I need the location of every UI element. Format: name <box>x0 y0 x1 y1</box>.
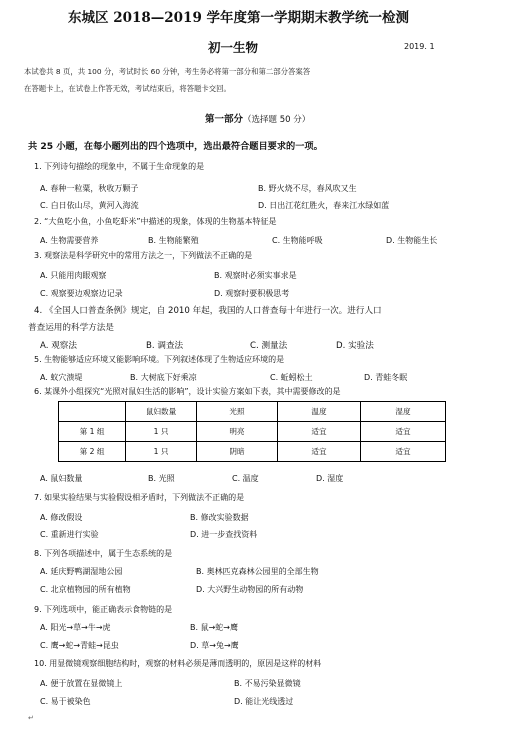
option-c: C. 白日依山尽，黄河入海流 <box>40 201 139 210</box>
question-stem: 6. 某课外小组探究“光照对鼠妇生活的影响”，设计实验方案如下表，其中需要修改的是 <box>34 387 341 396</box>
question-stem: 3. 观察法是科学研究中的常用方法之一，下列做法不正确的是 <box>34 251 253 260</box>
option-a: A. 蚁穴溃堤 <box>40 373 83 382</box>
exam-date: 2019. 1 <box>404 42 435 51</box>
question-stem: 2. “大鱼吃小鱼，小鱼吃虾米”中描述的现象，体现的生物基本特征是 <box>34 217 277 226</box>
option-b: B. 不易污染显微镜 <box>234 679 301 688</box>
option-d: D. 能让光线透过 <box>234 697 294 706</box>
option-c: C. 蚯蚓松土 <box>270 373 313 382</box>
option-b: B. 调查法 <box>146 341 184 351</box>
table-cell: 适宜 <box>361 422 446 442</box>
option-d: D. 大兴野生动物园的所有动物 <box>196 585 304 594</box>
table-cell: 适宜 <box>278 422 361 442</box>
exam-title: 东城区 2018—2019 学年度第一学期期末教学统一检测 <box>68 10 410 26</box>
option-b: B. 生物能繁殖 <box>148 236 199 245</box>
option-d: D. 实验法 <box>336 341 374 351</box>
option-d: D. 湿度 <box>316 474 344 483</box>
option-c: C. 观察要边观察边记录 <box>40 289 123 298</box>
table-row <box>59 442 446 462</box>
question-stem-continued: 普查运用的科学方法是 <box>28 323 114 333</box>
question-stem: 1. 下列诗句描绘的现象中，不属于生命现象的是 <box>34 162 205 171</box>
question-stem: 10. 用显微镜观察细胞结构时，观察的材料必须是薄而透明的，原因是这样的材料 <box>34 659 322 668</box>
part-heading <box>205 111 310 125</box>
option-c: C. 生物能呼吸 <box>272 236 323 245</box>
table-header-cell: 温度 <box>278 402 361 422</box>
question-stem: 8. 下列各项描述中，属于生态系统的是 <box>34 549 173 558</box>
table-cell: 阴暗 <box>197 442 278 462</box>
option-b: B. 修改实验数据 <box>190 513 249 522</box>
option-a: A. 春种一粒粟，秋收万颗子 <box>40 184 139 193</box>
option-b: B. 观察时必须实事求是 <box>214 271 297 280</box>
instruction: 共 25 小题，在每小题列出的四个选项中，选出最符合题目要求的一项。 <box>28 141 323 152</box>
table-header-row <box>59 402 446 422</box>
option-d: D. 草→兔→鹰 <box>190 641 239 650</box>
option-d: D. 进一步查找资料 <box>190 530 258 539</box>
table-cell: 适宜 <box>278 442 361 462</box>
option-a: A. 修改假设 <box>40 513 83 522</box>
option-c: C. 鹰→蛇→青蛙→昆虫 <box>40 641 119 650</box>
table-cell: 明亮 <box>197 422 278 442</box>
notice-line-1: 本试卷共 8 页，共 100 分，考试时长 60 分钟，考生务必将第一部分和第二部分答案答 <box>24 67 311 76</box>
question-stem: 7. 如果实验结果与实验假设相矛盾时，下列做法不正确的是 <box>34 493 245 502</box>
paragraph-mark-icon: ↵ <box>28 714 34 722</box>
question-stem: 5. 生物能够适应环境又能影响环境。下列叙述体现了生物适应环境的是 <box>34 355 285 364</box>
option-a: A. 鼠妇数量 <box>40 474 83 483</box>
option-b: B. 野火烧不尽，春风吹又生 <box>258 184 357 193</box>
option-c: C. 重新进行实验 <box>40 530 99 539</box>
option-a: A. 生物需要营养 <box>40 236 99 245</box>
part-title: 第一部分 <box>205 114 244 125</box>
table-cell: 适宜 <box>361 442 446 462</box>
table-header-cell: 湿度 <box>361 402 446 422</box>
table-cell: 1 只 <box>126 422 197 442</box>
table-header-cell <box>59 402 126 422</box>
table-cell: 1 只 <box>126 442 197 462</box>
option-d: D. 生物能生长 <box>386 236 438 245</box>
question-stem: 9. 下列选项中，能正确表示食物链的是 <box>34 605 173 614</box>
option-c: C. 易于被染色 <box>40 697 91 706</box>
option-c: C. 测量法 <box>250 341 288 351</box>
table-cell: 第 2 组 <box>59 442 126 462</box>
option-b: B. 大树底下好乘凉 <box>130 373 197 382</box>
option-a: A. 便于放置在显微镜上 <box>40 679 123 688</box>
question-stem: 4. 《全国人口普查条例》规定，自 2010 年起，我国的人口普查每十年进行一次。进行人口 <box>34 306 382 316</box>
option-a: A. 只能用肉眼观察 <box>40 271 107 280</box>
table-row <box>59 422 446 442</box>
table-cell: 第 1 组 <box>59 422 126 442</box>
option-d: D. 青蛙冬眠 <box>364 373 408 382</box>
option-b: B. 鼠→蛇→鹰 <box>190 623 238 632</box>
option-a: A. 阳光→草→牛→虎 <box>40 623 111 632</box>
part-note: （选择题 50 分） <box>243 115 311 125</box>
option-d: D. 日出江花红胜火，春来江水绿如蓝 <box>258 201 390 210</box>
notice-line-2: 在答题卡上，在试卷上作答无效，考试结束后，将答题卡交回。 <box>24 84 231 93</box>
option-a: A. 观察法 <box>40 341 77 351</box>
subject-title: 初一生物 <box>208 40 259 55</box>
table-header-cell: 鼠妇数量 <box>126 402 197 422</box>
option-c: C. 温度 <box>232 474 259 483</box>
option-b: B. 光照 <box>148 474 175 483</box>
experiment-table <box>58 401 446 462</box>
table-header-cell: 光照 <box>197 402 278 422</box>
option-c: C. 北京植物园的所有植物 <box>40 585 131 594</box>
option-b: B. 奥林匹克森林公园里的全部生物 <box>196 567 319 576</box>
option-a: A. 延庆野鸭湖湿地公园 <box>40 567 123 576</box>
option-d: D. 观察时要积极思考 <box>214 289 290 298</box>
